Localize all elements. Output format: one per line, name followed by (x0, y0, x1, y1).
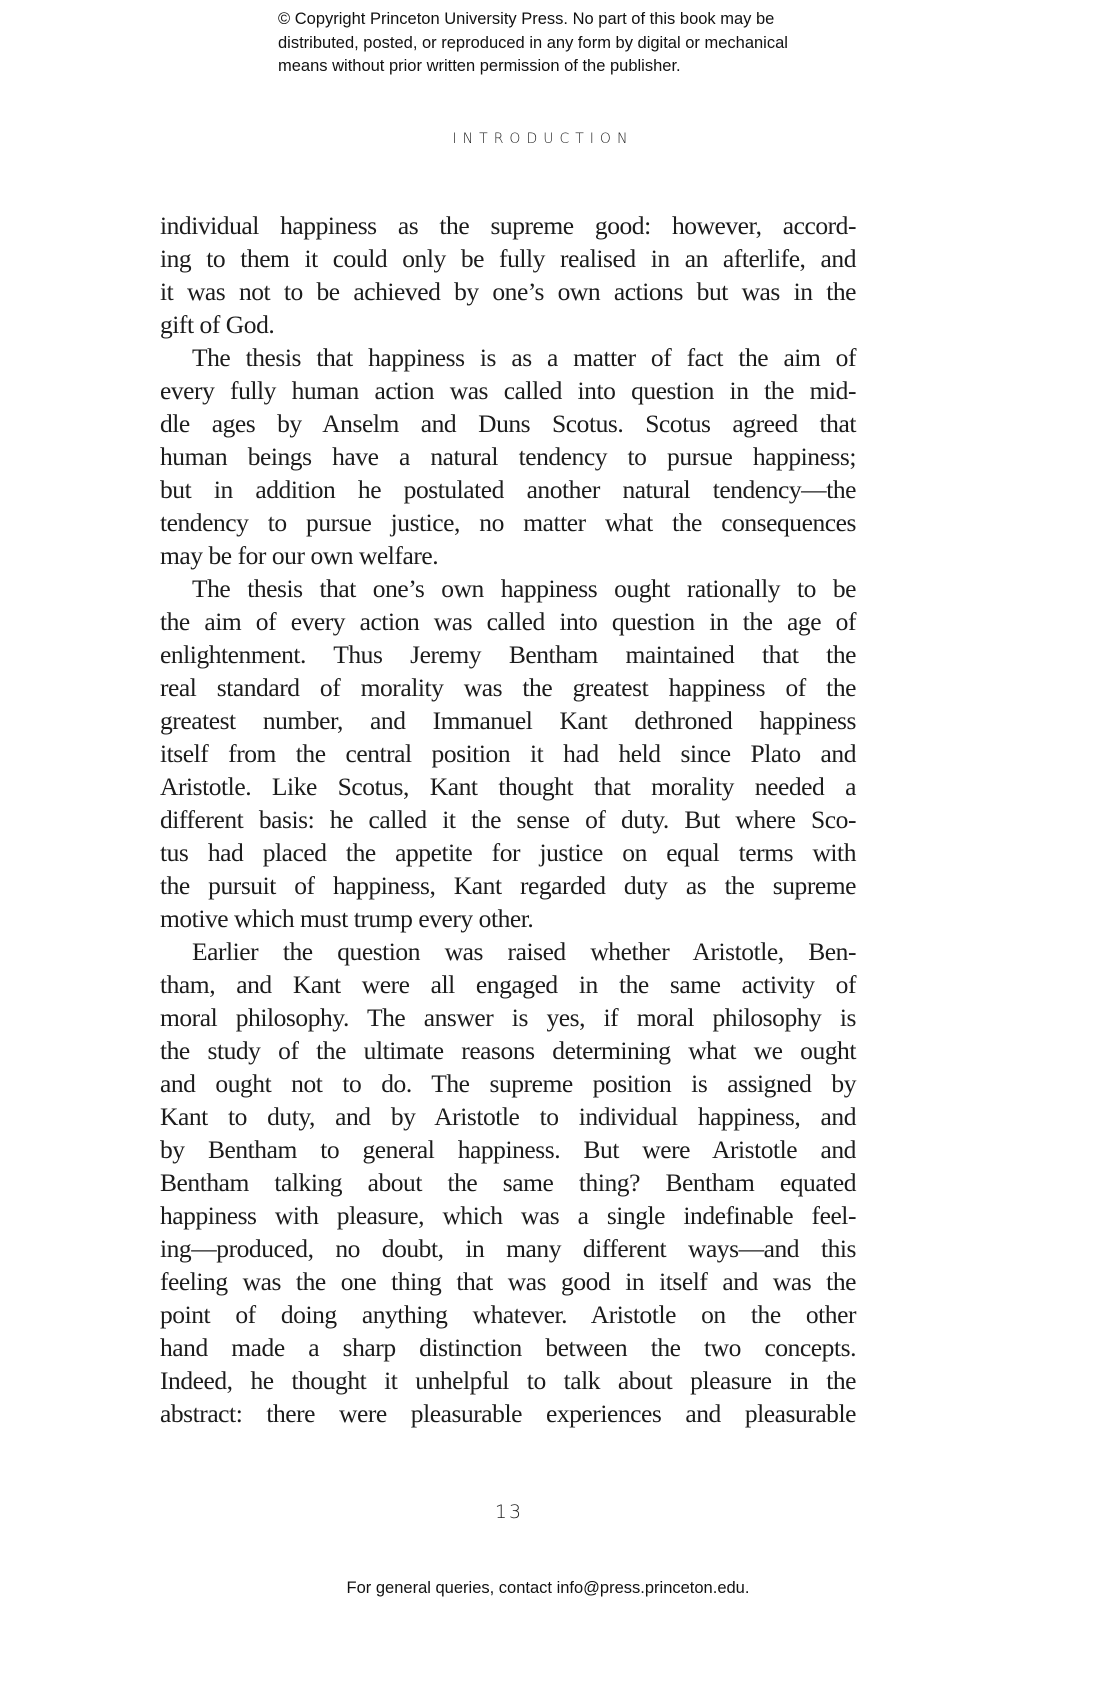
page-number: 13 (494, 1501, 524, 1523)
text-line: tham, and Kant were all engaged in the same activity of (160, 970, 856, 999)
text-line: happiness with pleasure, which was a single indefinable feel- (160, 1201, 856, 1230)
text-line: ing—produced, no doubt, in many different ways—and this (160, 1234, 856, 1263)
text-line: Indeed, he thought it unhelpful to talk about pleasure in the (160, 1366, 856, 1395)
text-line: moral philosophy. The answer is yes, if moral philosophy is (160, 1003, 856, 1032)
text-line: itself from the central position it had held since Plato and (160, 739, 856, 768)
text-line: Bentham talking about the same thing? Bentham equated (160, 1168, 856, 1197)
text-line: The thesis that one’s own happiness ought rationally to be (192, 574, 856, 603)
footer-contact: For general queries, contact info@press.princeton.edu. (346, 1579, 750, 1597)
text-line: dle ages by Anselm and Duns Scotus. Scotus agreed that (160, 409, 856, 438)
text-line: may be for our own welfare. (160, 541, 439, 570)
text-line: and ought not to do. The supreme position is assigned by (160, 1069, 856, 1098)
text-line: real standard of morality was the greatest happiness of the (160, 673, 856, 702)
text-line: every fully human action was called into question in the mid- (160, 376, 856, 405)
text-line: enlightenment. Thus Jeremy Bentham maintained that the (160, 640, 856, 669)
text-line: motive which must trump every other. (160, 904, 534, 933)
running-head: INTRODUCTION (452, 131, 634, 147)
text-line: individual happiness as the supreme good: however, accord- (160, 211, 856, 240)
body-text (160, 209, 856, 1430)
copyright-line: distributed, posted, or reproduced in any form by digital or mechanical (278, 33, 788, 52)
text-line: by Bentham to general happiness. But were Aristotle and (160, 1135, 856, 1164)
text-line: feeling was the one thing that was good in itself and was the (160, 1267, 856, 1296)
copyright-line: © Copyright Princeton University Press. No part of this book may be (278, 10, 775, 28)
copyright-line: means without prior written permission of the publisher. (278, 57, 681, 75)
text-line: The thesis that happiness is as a matter of fact the aim of (192, 343, 856, 372)
text-line: ing to them it could only be fully realised in an afterlife, and (160, 244, 856, 273)
text-line: abstract: there were pleasurable experiences and pleasurable (160, 1399, 856, 1428)
text-line: but in addition he postulated another natural tendency—the (160, 475, 856, 504)
text-line: tendency to pursue justice, no matter what the consequences (160, 508, 856, 537)
text-line: the pursuit of happiness, Kant regarded duty as the supreme (160, 871, 856, 900)
text-line: it was not to be achieved by one’s own actions but was in the (160, 277, 856, 306)
text-line: human beings have a natural tendency to pursue happiness; (160, 442, 856, 471)
copyright-notice (278, 8, 788, 79)
text-line: point of doing anything whatever. Aristotle on the other (160, 1300, 856, 1329)
text-line: gift of God. (160, 310, 275, 339)
text-line: Kant to duty, and by Aristotle to individual happiness, and (160, 1102, 856, 1131)
text-line: hand made a sharp distinction between the two concepts. (160, 1333, 856, 1362)
text-line: Earlier the question was raised whether Aristotle, Ben- (192, 937, 856, 966)
text-line: the study of the ultimate reasons determining what we ought (160, 1036, 856, 1065)
text-line: the aim of every action was called into question in the age of (160, 607, 856, 636)
text-line: tus had placed the appetite for justice on equal terms with (160, 838, 856, 867)
text-line: different basis: he called it the sense of duty. But where Sco- (160, 805, 856, 834)
text-line: greatest number, and Immanuel Kant dethroned happiness (160, 706, 856, 735)
text-line: Aristotle. Like Scotus, Kant thought that morality needed a (160, 772, 856, 801)
